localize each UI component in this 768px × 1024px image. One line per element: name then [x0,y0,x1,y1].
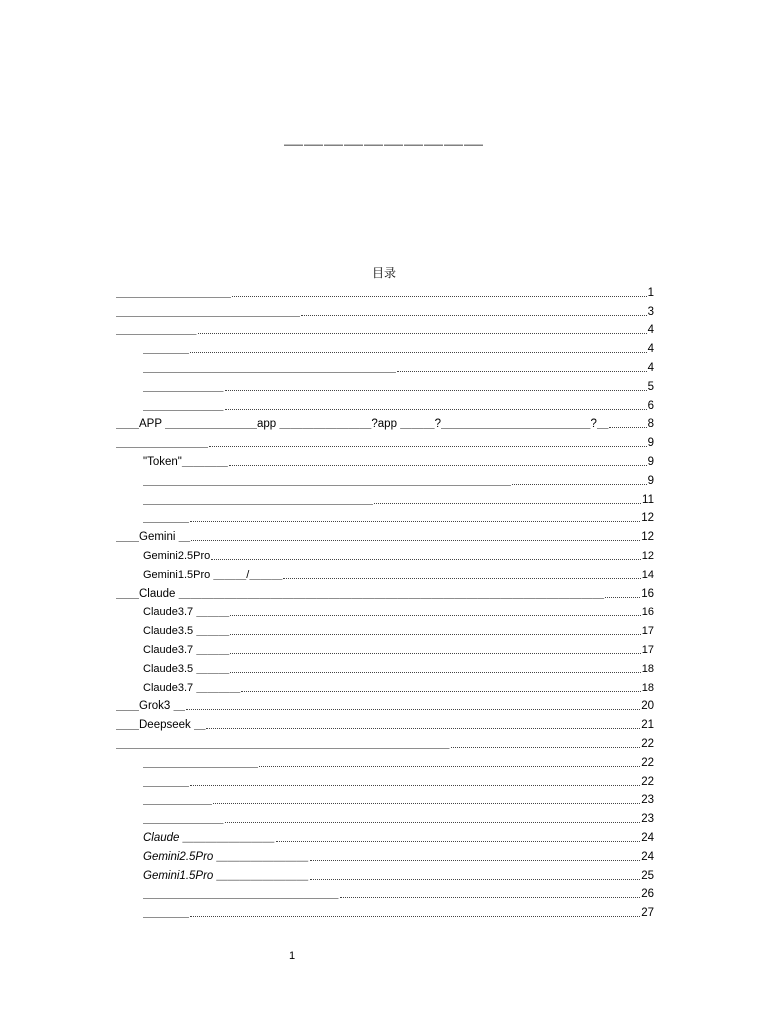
toc-entry-page: 4 [647,343,654,356]
toc-leader-dots [232,295,647,297]
toc-entry-title: Gemini2.5Pro ＿＿＿＿＿＿＿＿ [143,850,309,863]
toc-entry-page: 22 [641,756,654,769]
toc-leader-dots [301,314,647,316]
toc-leader-dots [190,520,640,522]
toc-entry-page: 9 [647,437,654,450]
toc-entry-title: ＿＿Gemini ＿ [116,531,191,544]
toc-entry-page: 17 [641,643,654,656]
toc-entry-title: ＿＿＿＿＿＿＿＿ [116,437,208,450]
toc-entry-title: ＿＿＿＿ [143,907,189,920]
toc-leader-dots [276,840,641,842]
toc-entry[interactable] [116,300,654,319]
toc-entry-page: 24 [641,831,654,844]
table-of-contents [116,281,654,920]
toc-entry-title: Claude ＿＿＿＿＿＿＿＿ [143,831,275,844]
toc-leader-dots [225,408,647,410]
toc-entry-page: 23 [641,813,654,826]
toc-leader-dots [310,859,641,861]
toc-entry[interactable] [116,356,654,375]
toc-entry-page: 4 [647,324,654,337]
toc-leader-dots [225,389,647,391]
toc-entry-title: ＿＿＿＿＿＿＿＿＿＿＿＿＿＿＿＿＿＿＿＿＿＿＿＿＿＿＿＿＿ [116,737,450,750]
toc-leader-dots [230,633,641,635]
toc-leader-dots [190,784,640,786]
toc-entry-title: Claude3.5 ＿＿＿ [143,662,230,675]
toc-leader-dots [397,370,647,372]
toc-entry-title: ＿＿＿＿＿＿＿＿＿＿＿＿＿＿＿＿＿＿＿＿＿＿＿＿＿＿＿＿＿＿＿＿ [143,474,511,487]
toc-leader-dots [229,464,647,466]
toc-entry[interactable] [116,751,654,770]
toc-leader-dots [605,596,640,598]
toc-leader-dots [191,539,640,541]
toc-entry-page: 16 [641,587,654,600]
toc-entry-title: ＿＿＿＿＿＿＿ [143,380,224,393]
toc-leader-dots [230,614,641,616]
toc-entry-page: 18 [641,662,654,675]
toc-entry-page: 25 [641,869,654,882]
toc-entry-title: ＿＿Grok3 ＿ [116,700,186,713]
toc-entry[interactable] [116,582,654,601]
toc-heading: 目录 [371,266,396,280]
toc-entry-title: Claude3.7 ＿＿＿ [143,643,230,656]
toc-entry[interactable] [116,713,654,732]
toc-entry[interactable] [116,864,654,883]
toc-entry[interactable] [116,563,654,582]
toc-entry-title: ＿＿＿＿＿＿＿＿＿＿ [116,286,231,299]
toc-entry-title: ＿＿＿＿ [143,775,189,788]
toc-entry[interactable] [116,413,654,432]
toc-entry[interactable] [116,601,654,620]
toc-entry[interactable] [116,901,654,920]
toc-entry-page: 27 [641,907,654,920]
toc-leader-dots [283,577,640,579]
toc-entry[interactable] [116,450,654,469]
toc-leader-dots [230,652,641,654]
toc-entry[interactable] [116,488,654,507]
toc-entry-page: 8 [647,418,654,431]
toc-entry-title: ＿＿＿＿＿＿＿＿＿＿＿＿＿＿＿＿ [116,305,300,318]
toc-entry[interactable] [116,789,654,808]
toc-entry[interactable] [116,375,654,394]
toc-leader-dots [186,708,640,710]
toc-entry-page: 18 [641,681,654,694]
toc-leader-dots [198,332,647,334]
toc-entry-page: 1 [647,286,654,299]
toc-entry[interactable] [116,544,654,563]
toc-leader-dots [310,878,641,880]
toc-entry-title: Gemini2.5Pro [143,549,211,562]
toc-entry[interactable] [116,507,654,526]
toc-leader-dots [225,821,641,823]
toc-entry-title: ＿＿＿＿ [143,343,189,356]
toc-entry[interactable] [116,394,654,413]
toc-entry[interactable] [116,319,654,338]
toc-leader-dots [230,671,641,673]
toc-leader-dots [512,483,647,485]
toc-entry[interactable] [116,469,654,488]
toc-entry[interactable] [116,676,654,695]
toc-entry[interactable] [116,619,654,638]
toc-leader-dots [190,351,647,353]
toc-entry-page: 6 [647,399,654,412]
toc-entry-title: ＿＿Deepseek ＿ [116,719,206,732]
toc-entry-title: Gemini1.5Pro ＿＿＿＿＿＿＿＿ [143,869,309,882]
toc-leader-dots [451,746,641,748]
toc-entry-title: ＿＿＿＿＿＿＿ [143,399,224,412]
toc-entry-title: ＿＿＿＿＿＿＿ [116,324,197,337]
toc-entry-page: 21 [641,719,654,732]
toc-entry-page: 24 [641,850,654,863]
toc-entry-title: ＿＿＿＿＿＿ [143,794,212,807]
toc-entry-page: 12 [641,512,654,525]
toc-entry[interactable] [116,770,654,789]
toc-leader-dots [609,426,646,428]
toc-entry[interactable] [116,281,654,300]
toc-entry[interactable] [116,657,654,676]
toc-entry-page: 20 [641,700,654,713]
toc-entry-title: ＿＿＿＿ [143,512,189,525]
toc-entry[interactable] [116,525,654,544]
toc-entry[interactable] [116,337,654,356]
toc-entry[interactable] [116,732,654,751]
toc-entry-page: 9 [647,455,654,468]
toc-leader-dots [340,896,641,898]
toc-entry-page: 16 [641,606,654,619]
toc-entry-page: 12 [641,549,654,562]
toc-leader-dots [190,915,640,917]
toc-entry[interactable] [116,807,654,826]
toc-entry[interactable] [116,638,654,657]
toc-leader-dots [209,445,647,447]
toc-entry[interactable] [116,883,654,902]
toc-leader-dots [213,802,640,804]
toc-leader-dots [259,765,640,767]
page-number: 1 [289,950,296,962]
toc-entry[interactable] [116,826,654,845]
toc-entry-title: ＿＿Claude ＿＿＿＿＿＿＿＿＿＿＿＿＿＿＿＿＿＿＿＿＿＿＿＿＿＿＿＿＿＿＿＿＿＿＿＿＿ [116,587,605,600]
toc-entry-page: 22 [641,737,654,750]
toc-entry-title: Claude3.7 ＿＿＿＿ [143,681,241,694]
toc-entry-title: ＿＿＿＿＿＿＿＿＿＿＿＿＿＿＿＿＿＿＿＿＿＿ [143,361,396,374]
toc-entry-page: 12 [641,531,654,544]
toc-entry-title: Claude3.7 ＿＿＿ [143,606,230,619]
toc-entry-page: 4 [647,361,654,374]
document-title: ＿＿＿＿＿＿＿＿＿＿ [283,127,484,148]
toc-entry-title: ＿＿APP ＿＿＿＿＿＿＿＿app ＿＿＿＿＿＿＿＿?app ＿＿＿?＿＿＿＿＿＿＿＿＿＿＿＿＿?＿ [116,418,609,431]
toc-entry-title: ＿＿＿＿＿＿＿＿＿＿ [143,756,258,769]
toc-entry-page: 26 [641,888,654,901]
toc-entry-page: 17 [641,625,654,638]
toc-entry[interactable] [116,695,654,714]
toc-entry[interactable] [116,845,654,864]
toc-leader-dots [374,502,641,504]
toc-entry-page: 23 [641,794,654,807]
toc-entry-page: 9 [647,474,654,487]
toc-leader-dots [206,727,640,729]
toc-entry-title: Claude3.5 ＿＿＿ [143,625,230,638]
toc-leader-dots [241,690,641,692]
toc-entry-page: 5 [647,380,654,393]
toc-entry-title: ＿＿＿＿＿＿＿ [143,813,224,826]
toc-entry-page: 22 [641,775,654,788]
toc-entry[interactable] [116,431,654,450]
toc-entry-title: Gemini1.5Pro ＿＿＿/＿＿＿ [143,568,283,581]
toc-entry-title: ＿＿＿＿＿＿＿＿＿＿＿＿＿＿＿＿＿＿＿＿ [143,493,373,506]
toc-entry-page: 11 [642,493,654,506]
toc-entry-title: "Token"＿＿＿＿ [143,455,228,468]
toc-entry-page: 3 [647,305,654,318]
toc-leader-dots [211,558,640,560]
toc-entry-page: 14 [641,568,654,581]
toc-entry-title: ＿＿＿＿＿＿＿＿＿＿＿＿＿＿＿＿＿ [143,888,339,901]
